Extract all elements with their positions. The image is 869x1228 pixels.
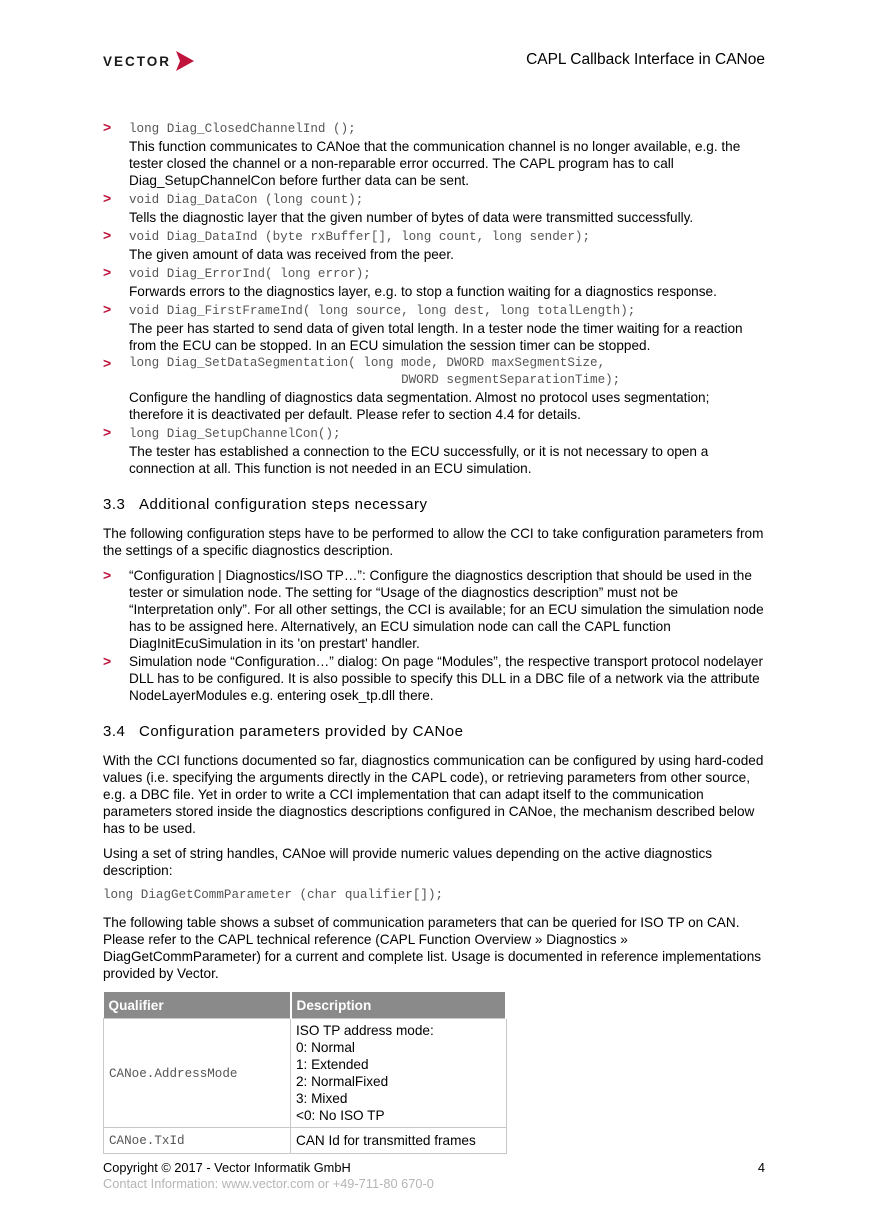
bullet-arrow-icon: > xyxy=(103,301,112,317)
function-item xyxy=(103,264,765,300)
logo-arrow-icon xyxy=(175,50,195,72)
function-description: This function communicates to CANoe that the communication channel is no longer available, e.g. the tester closed the channel or a non-reparable error occurred. The CAPL program has to call Diag_SetupChannelCon before further data can be sent. xyxy=(129,139,741,188)
description-cell xyxy=(291,1019,507,1128)
function-signature: void Diag_FirstFrameInd( long source, long dest, long totalLength); xyxy=(129,304,636,318)
config-step-item xyxy=(103,567,765,652)
bullet-arrow-icon: > xyxy=(103,355,112,371)
bullet-arrow-icon: > xyxy=(103,653,112,669)
qualifier-value: CANoe.TxId xyxy=(109,1134,185,1148)
bullet-arrow-icon: > xyxy=(103,264,112,280)
page-content xyxy=(103,119,765,1154)
bullet-arrow-icon: > xyxy=(103,190,112,206)
description-line: CAN Id for transmitted frames xyxy=(296,1133,476,1148)
bullet-arrow-icon: > xyxy=(103,567,112,583)
qualifier-value: CANoe.AddressMode xyxy=(109,1066,238,1081)
function-item xyxy=(103,301,765,354)
description-line: <0: No ISO TP xyxy=(296,1108,385,1123)
qualifier-cell xyxy=(104,1128,291,1154)
paragraph: The following table shows a subset of communication parameters that can be queried for ISO TP on CAN. Please refer to the CAPL technical reference (CAPL Function Overview » Diagnostics » DiagGetCommParameter) for a current and complete list. Usage is documented in reference implementations provided by Vector. xyxy=(103,915,762,981)
function-description: Tells the diagnostic layer that the given number of bytes of data were transmitted successfully. xyxy=(129,210,694,225)
function-item xyxy=(103,424,765,477)
config-step-item xyxy=(103,653,765,704)
function-list xyxy=(103,119,765,477)
page-number: 4 xyxy=(757,1160,765,1175)
section-title: Additional configuration steps necessary xyxy=(139,496,428,513)
section-heading-3-3 xyxy=(103,495,765,515)
function-item xyxy=(103,227,765,263)
function-description: The tester has established a connection to the ECU successfully, or it is not necessary to open a connection at all. This function is not needed in an ECU simulation. xyxy=(129,444,709,476)
paragraph: Using a set of string handles, CANoe will provide numeric values depending on the active diagnostics description: xyxy=(103,846,713,878)
function-signature: void Diag_DataCon (long count); xyxy=(129,193,364,207)
description-line: ISO TP address mode: xyxy=(296,1023,434,1038)
table-row xyxy=(104,1019,507,1128)
footer-copyright: Copyright © 2017 - Vector Informatik GmbH xyxy=(103,1160,351,1175)
code-line: long DiagGetCommParameter (char qualifier[]); xyxy=(103,888,444,902)
function-item xyxy=(103,355,765,423)
column-header-qualifier: Qualifier xyxy=(104,992,291,1019)
qualifier-cell xyxy=(104,1019,291,1128)
description-line: 2: NormalFixed xyxy=(296,1074,389,1089)
footer-contact: Contact Information: www.vector.com or +49-711-80 670-0 xyxy=(103,1176,434,1191)
bullet-arrow-icon: > xyxy=(103,119,112,135)
description-line: 0: Normal xyxy=(296,1040,355,1055)
description-cell xyxy=(291,1128,507,1154)
logo-text: VECTOR xyxy=(103,53,172,69)
paragraph: With the CCI functions documented so far, diagnostics communication can be configured by using hard-coded values (i.e. specifying the arguments directly in the CAPL code), or retrieving parameters from other source, e.g. a DBC file. Yet in order to write a CCI implementation that can adapt itself to the communication parameters stored inside the diagnostics descriptions configured in CANoe, the mechanism described below has to be used. xyxy=(103,753,764,836)
function-description: Forwards errors to the diagnostics layer, e.g. to stop a function waiting for a diagnostics response. xyxy=(129,284,717,299)
config-step-text: “Configuration | Diagnostics/ISO TP…”: Configure the diagnostics description that should be used in the tester or simulation node. The setting for “Usage of the diagnostics description” must not be “Interpretation only”. For all other settings, the CCI is available; for an ECU simulation the simulation node has to be assigned here. Alternatively, an ECU simulation node can call the CAPL function DiagInitEcuSimulation in its 'on prestart' handler. xyxy=(129,568,764,651)
function-description: The peer has started to send data of given total length. In a tester node the timer waiting for a reaction from the ECU can be stopped. In an ECU simulation the session timer can be stopped. xyxy=(129,321,743,353)
function-item xyxy=(103,190,765,226)
bullet-arrow-icon: > xyxy=(103,227,112,243)
vector-logo xyxy=(103,50,195,72)
function-item xyxy=(103,119,765,189)
bullet-arrow-icon: > xyxy=(103,424,112,440)
section-heading-3-4 xyxy=(103,722,765,742)
description-line: 1: Extended xyxy=(296,1057,369,1072)
function-signature: long Diag_SetupChannelCon(); xyxy=(129,427,341,441)
function-description: The given amount of data was received from the peer. xyxy=(129,247,454,262)
function-signature: void Diag_DataInd (byte rxBuffer[], long count, long sender); xyxy=(129,230,591,244)
section-title: Configuration parameters provided by CANoe xyxy=(139,723,464,740)
table-header-row xyxy=(104,992,507,1019)
function-signature: void Diag_ErrorInd( long error); xyxy=(129,267,371,281)
function-signature: long Diag_ClosedChannelInd (); xyxy=(129,122,356,136)
header-title: CAPL Callback Interface in CANoe xyxy=(526,51,765,68)
section-number: 3.3 xyxy=(103,496,126,513)
section-intro: The following configuration steps have to be performed to allow the CCI to take configuration parameters from the settings of a specific diagnostics description. xyxy=(103,526,764,558)
section-number: 3.4 xyxy=(103,723,126,740)
function-description: Configure the handling of diagnostics data segmentation. Almost no protocol uses segmentation; therefore it is deactivated per default. Please refer to section 4.4 for details. xyxy=(129,390,710,422)
config-step-text: Simulation node “Configuration…” dialog: On page “Modules”, the respective transport protocol nodelayer DLL has to be configured. It is also possible to specify this DLL in a DBC file of a network via the attribute NodeLayerModules e.g. entering osek_tp.dll there. xyxy=(129,654,763,703)
table-row xyxy=(104,1128,507,1154)
comm-parameter-table xyxy=(103,992,507,1154)
column-header-description: Description xyxy=(291,992,507,1019)
description-line: 3: Mixed xyxy=(296,1091,348,1106)
function-signature: long Diag_SetDataSegmentation( long mode, DWORD maxSegmentSize, DWORD segmentSeparationTime); xyxy=(129,356,621,387)
